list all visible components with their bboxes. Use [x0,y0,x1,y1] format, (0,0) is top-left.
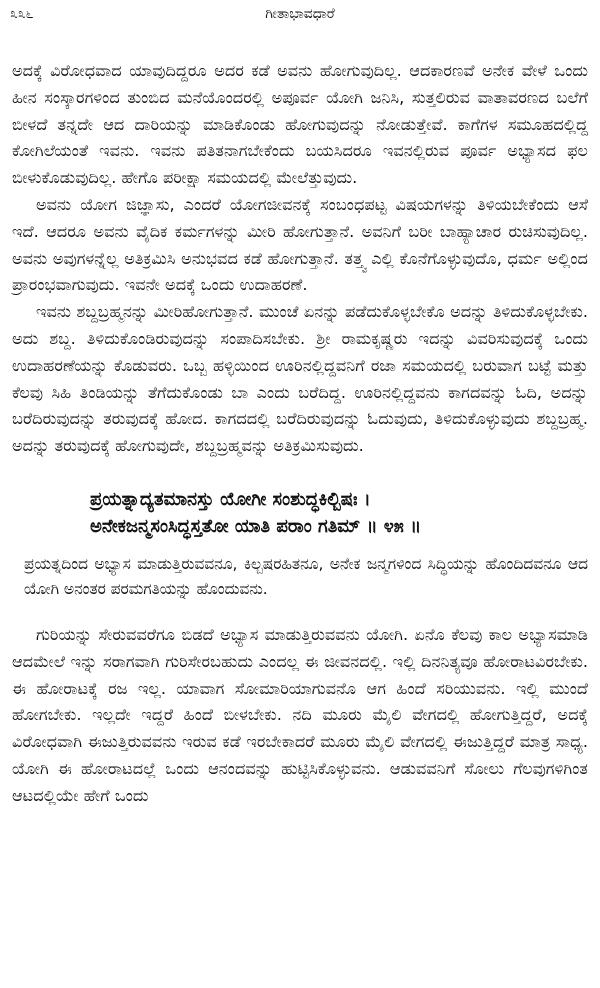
verse-line-2: ಅನೇಕಜನ್ಮಸಂಸಿದ್ಧಸ್ತತೋ ಯಾತಿ ಪರಾಂ ಗತಿಮ್ ॥ ೪೫ ॥ [90,515,422,537]
paragraph-2: ಅವನು ಯೋಗ ಜಿಜ್ಞಾಸು, ಎಂದರೆ ಯೋಗಜೀವನಕ್ಕೆ ಸಂಬಂಧಪಟ್ಟ ವಿಷಯಗಳನ್ನು ತಿಳಿಯಬೇಕೆಂದು ಆಸೆ ಇದೆ. ಆದರೂ ಅವನು ವೈದಿಕ ಕರ್ಮಗಳನ್ನು ಮೀರಿ ಹೋಗುತ್ತಾನೆ. ಅವನಿಗೆ ಬರೀ ಬಾಹ್ಯಾಚಾರ ರುಚಿಸುವುದಿಲ್ಲ. ಅವನು ಅವುಗಳನ್ನೆಲ್ಲ ಅತಿಕ್ರಮಿಸಿ ಅನುಭವದ ಕಡೆ ಹೋಗುತ್ತಾನೆ. ತತ್ತ್ವ ಎಲ್ಲಿ ಕೊನೆಗೊಳ್ಳುವುದೊ, ಧರ್ಮ ಅಲ್ಲಿಂದ ಪ್ರಾರಂಭವಾಗುವುದು. ಇವನೇ ಅದಕ್ಕೆ ಒಂದು ಉದಾಹರಣೆ. [12,194,588,295]
paragraph-4: ಗುರಿಯನ್ನು ಸೇರುವವರೆಗೂ ಬಿಡದೆ ಅಭ್ಯಾಸ ಮಾಡುತ್ತಿರುವವನು ಯೋಗಿ. ಏನೊ ಕೆಲವು ಕಾಲ ಅಭ್ಯಾಸಮಾಡಿ ಆದಮೇಲೆ ಇನ್ನು ಸರಾಗವಾಗಿ ಗುರಿಸೇರಬಹುದು ಎಂದಲ್ಲ ಈ ಜೀವನದಲ್ಲಿ. ಇಲ್ಲಿ ದಿನನಿತ್ಯವೂ ಹೋರಾಟವಿರಬೇಕು. ಈ ಹೋರಾಟಕ್ಕೆ ರಜ ಇಲ್ಲ. ಯಾವಾಗ ಸೋಮಾರಿಯಾಗುವನೊ ಆಗ ಹಿಂದೆ ಸರಿಯುವನು. ಇಲ್ಲಿ ಮುಂದೆ ಹೋಗಬೇಕು. ಇಲ್ಲದೇ ಇದ್ದರೆ ಹಿಂದೆ ಬೀಳಬೇಕು. ನದಿ ಮೂರು ಮೈಲಿ ವೇಗದಲ್ಲಿ ಹೋಗುತ್ತಿದ್ದರೆ, ಅದಕ್ಕೆ ವಿರೋಧವಾಗಿ ಈಜುತ್ತಿರುವವನು ಇರುವ ಕಡೆ ಇರಬೇಕಾದರೆ ಮೂರು ಮೈಲಿ ವೇಗದಲ್ಲಿ ಈಜುತ್ತಿದ್ದರೆ ಮಾತ್ರ ಸಾಧ್ಯ. ಯೋಗಿ ಈ ಹೋರಾಟದಲ್ಲೆ ಒಂದು ಆನಂದವನ್ನು ಹುಟ್ಟಿಸಿಕೊಳ್ಳುವನು. ಆಡುವವನಿಗೆ ಸೋಲು ಗೆಲವುಗಳಿಗಿಂತ ಆಟದಲ್ಲಿಯೇ ಹೇಗೆ ಒಂದು [12,624,588,805]
page-body [12,58,588,810]
sanskrit-verse [90,486,588,540]
paragraph-3: ಇವನು ಶಬ್ದಬ್ರಹ್ಮನನ್ನು ಮೀರಿಹೋಗುತ್ತಾನೆ. ಮುಂಚೆ ಏನನ್ನು ಪಡೆದುಕೊಳ್ಳಬೇಕೊ ಅದನ್ನು ತಿಳಿದುಕೊಳ್ಳಬೇಕು. ಅದು ಶಬ್ದ. ತಿಳಿದುಕೊಂಡಿರುವುದನ್ನು ಸಂಪಾದಿಸಬೇಕು. ಶ್ರೀ ರಾಮಕೃಷ್ಣರು ಇದನ್ನು ವಿವರಿಸುವುದಕ್ಕೆ ಒಂದು ಉದಾಹರಣೆಯನ್ನು ಕೊಡುವರು. ಒಬ್ಬ ಹಳ್ಳಿಯಿಂದ ಊರಿನಲ್ಲಿದ್ದವನಿಗೆ ರಜಾ ಸಮಯದಲ್ಲಿ ಬರುವಾಗ ಬಟ್ಟೆ ಮತ್ತು ಕೆಲವು ಸಿಹಿ ತಿಂಡಿಯನ್ನು ತೆಗೆದುಕೊಂಡು ಬಾ ಎಂದು ಬರೆದಿದ್ದ. ಊರಿನಲ್ಲಿದ್ದವನು ಕಾಗದವನ್ನು ಓದಿ, ಅದನ್ನು ಬರೆದಿರುವುದನ್ನು ತರುವುದಕ್ಕೆ ಹೋದ. ಕಾಗದದಲ್ಲಿ ಬರೆದಿರುವುದನ್ನು ಓದುವುದು, ತಿಳಿದುಕೊಳ್ಳುವುದು ಶಬ್ದಬ್ರಹ್ಮ. ಅದನ್ನು ತರುವುದಕ್ಕೆ ಹೋಗುವುದೇ, ಶಬ್ದಬ್ರಹ್ಮವನ್ನು ಅತಿಕ್ರಮಿಸುವುದು. [12,302,588,456]
running-title: ಗೀತಾಭಾವಧಾರೆ [265,6,335,22]
page-number: ೩೩೬ [10,6,34,22]
paragraph-1: ಅದಕ್ಕೆ ವಿರೋಧವಾದ ಯಾವುದಿದ್ದರೂ ಅದರ ಕಡೆ ಅವನು ಹೋಗುವುದಿಲ್ಲ. ಆದಕಾರಣವೆ ಅನೇಕ ವೇಳೆ ಒಂದು ಹೀನ ಸಂಸ್ಕಾರಗಳಿಂದ ತುಂಬಿದ ಮನೆಯೊಂದರಲ್ಲಿ ಅಪೂರ್ವ ಯೋಗಿ ಜನಿಸಿ, ಸುತ್ತಲಿರುವ ವಾತಾವರಣದ ಬಲೆಗೆ ಬೀಳದೆ ತನ್ನದೇ ಆದ ದಾರಿಯನ್ನು ಮಾಡಿಕೊಂಡು ಹೋಗುವುದನ್ನು ನೋಡುತ್ತೇವೆ. ಕಾಗೆಗಳ ಸಮೂಹದಲ್ಲಿದ್ದ ಕೋಗಿಲೆಯಂತೆ ಇವನು. ಇವನು ಪತಿತನಾಗಬೇಕೆಂದು ಬಯಸಿದರೂ ಇವನಲ್ಲಿರುವ ಪೂರ್ವ ಅಭ್ಯಾಸದ ಫಲ ಬೀಳುಕೊಡುವುದಿಲ್ಲ. ಹೇಗೊ ಪರೀಕ್ಷಾ ಸಮಯದಲ್ಲಿ ಮೇಲೆತ್ತುವುದು. [12,61,588,188]
verse-meaning: ಪ್ರಯತ್ನದಿಂದ ಅಭ್ಯಾಸ ಮಾಡುತ್ತಿರುವವನೂ, ಕಿಲ್ಬಷರಹಿತನೂ, ಅನೇಕ ಜನ್ಮಗಳಿಂದ ಸಿದ್ಧಿಯನ್ನು ಹೊಂದಿದವನೂ ಆದ ಯೋಗಿ ಅನಂತರ ಪರಮಗತಿಯನ್ನು ಹೊಂದುವನು. [24,554,588,598]
page-header [10,6,590,28]
verse-line-1: ಪ್ರಯತ್ನಾದ್ಯತಮಾನಸ್ತು ಯೋಗೀ ಸಂಶುದ್ಧಕಿಲ್ಬಿಷಃ । [90,488,371,510]
